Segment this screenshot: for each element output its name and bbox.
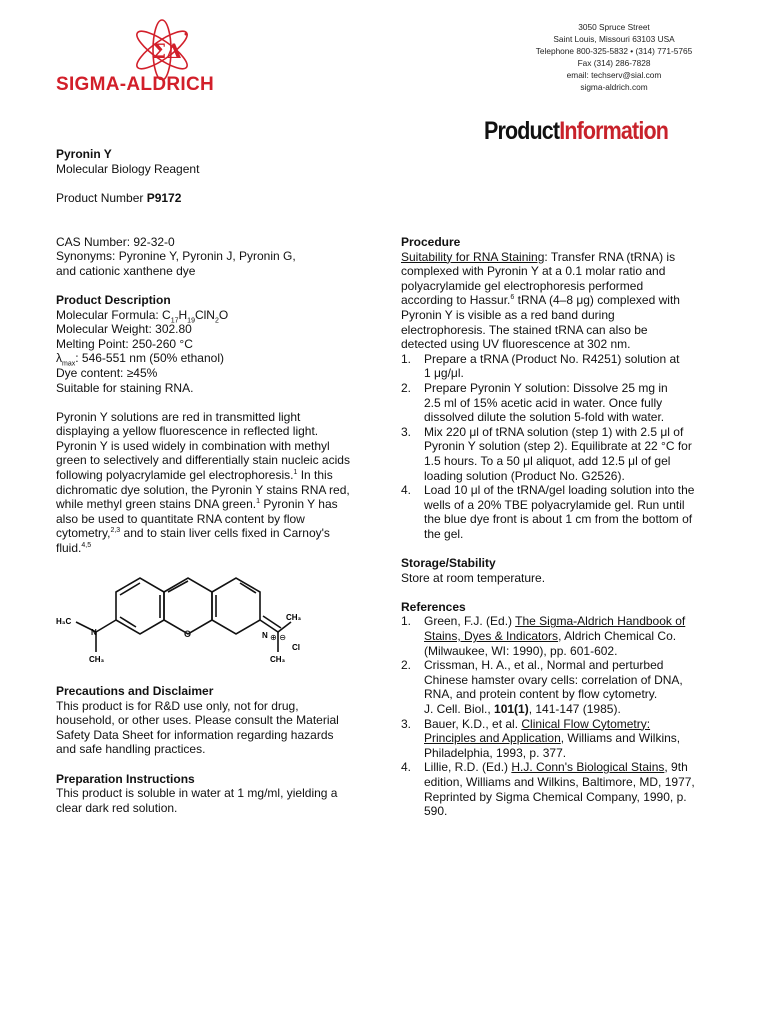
lambda-max: $\lambda_{max}$: 546-551 nm (50% ethanol)	[56, 351, 224, 368]
molecular-weight: Molecular Weight: 302.80	[56, 322, 192, 337]
left-column-bottom	[56, 684, 356, 815]
reference-item: 1. Green, F.J. (Ed.) The Sigma-Aldrich Handbook of Stains, Dyes & Indicators, Aldrich Chemical Co. (Milwaukee, WI: 1990), pp. 601-602.	[401, 614, 686, 658]
email: email: techserv@sial.com	[566, 70, 662, 80]
address-line: Saint Louis, Missouri 63103 USA	[553, 34, 675, 44]
preparation-line: clear dark red solution.	[56, 800, 178, 815]
right-column	[401, 235, 711, 819]
synonyms: Synonyms: Pyronine Y, Pyronin J, Pyronin G,	[56, 249, 296, 264]
storage-heading: Storage/Stability	[401, 556, 496, 571]
precautions-line: household, or other uses. Please consult the Material	[56, 713, 339, 728]
charge-label: ⊕ ⊖	[270, 633, 286, 642]
procedure-step: 1. Prepare a tRNA (Product No. R4251) solution at 1 μg/μl.	[401, 351, 680, 381]
address-block	[524, 21, 704, 93]
procedure-step: 2. Prepare Pyronin Y solution: Dissolve 25 mg in 2.5 ml of 15% acetic acid in water. Once fully dissolved dilute the solution 5-fold with water.	[401, 380, 668, 425]
brand-name: SIGMA-ALDRICH	[56, 74, 214, 95]
melting-point: Melting Point: 250-260 °C	[56, 336, 193, 351]
reference-item: 2. Crissman, H. A., et al., Normal and perturbed Chinese hamster ovary cells: correlation of DNA, RNA, and protein content by flow cytometry. J. Cell. Biol., 101(1), 141-147 (1985).	[401, 658, 683, 716]
product-name: Pyronin Y	[56, 147, 112, 161]
procedure-intro: Suitability for RNA Staining: Transfer RNA (tRNA) is complexed with Pyronin Y at a 0.1 molar ratio and polyacrylamide gel electrophoresis performed according to Hassur.$^6$ tRNA (4–8 μg) complexed with Pyronin Y is visible as a red band during electrophoresis. The stained tRNA can also be detected using UV fluorescence at 302 nm.	[401, 249, 680, 352]
precautions-line: This product is for R&D use only, not for drug,	[56, 698, 299, 713]
atom-logo-icon	[56, 18, 271, 80]
n-left-label: N	[91, 628, 97, 637]
svg-text:ΣΔ: ΣΔ	[152, 39, 182, 63]
left-column	[56, 147, 356, 556]
description-paragraph: Pyronin Y solutions are red in transmitted light displaying a yellow fluorescence in reflected light. Pyronin Y is used widely in combination with methyl green to selectively and differentially stain nucleic acids following polyacrylamide gel electrophoresis.$^1$ In this dichromatic dye solution, the Pyronin Y stains RNA red, while methyl green stains DNA green.$^1$ Pyronin Y has also be used to quantitate RNA content by flow cytometry,$^{2,3}$ and to stain liver cells fixed in Carnoy's fluid.$^{4,5}$	[56, 409, 350, 556]
suitable: Suitable for staining RNA.	[56, 380, 194, 395]
ch3-bottom-right-label: CH₃	[270, 655, 286, 664]
n-right-label: N	[262, 631, 268, 640]
cas-number: CAS Number: 92-32-0	[56, 234, 175, 249]
procedure-step: 3. Mix 220 μl of tRNA solution (step 1) with 2.5 μl of Pyronin Y solution (step 2). Equilibrate at 22 °C for 1.5 hours. To a 50 μl aliquot, add 12.5 μl of gel loading solution (Product No. G2526).	[401, 424, 692, 483]
precautions-line: Safety Data Sheet for information regarding hazards	[56, 727, 334, 742]
pyronin-y-structure	[56, 562, 316, 672]
h3c-label: H₃C	[56, 617, 72, 626]
dye-content: Dye content: ≥45%	[56, 365, 158, 380]
molecular-formula: Molecular Formula: $C_{17}H_{19}ClN_2O$	[56, 307, 229, 324]
preparation-heading: Preparation Instructions	[56, 771, 195, 786]
procedure-heading: Procedure	[401, 235, 461, 249]
ch3-bottom-left-label: CH₃	[89, 655, 105, 664]
ch3-top-right-label: CH₃	[286, 613, 302, 622]
synonyms-cont: and cationic xanthene dye	[56, 263, 196, 278]
oxygen-label: O	[184, 629, 192, 639]
address-line: 3050 Spruce Street	[578, 22, 650, 32]
fax: Fax (314) 286-7828	[577, 58, 651, 68]
description-heading: Product Description	[56, 292, 171, 307]
storage-text: Store at room temperature.	[401, 570, 546, 585]
reference-item: 3. Bauer, K.D., et al. Clinical Flow Cytometry: Principles and Application, Williams and Wilkins, Philadelphia, 1993, p. 377.	[401, 716, 681, 760]
references-list	[401, 614, 711, 818]
product-number-line: Product Number P9172	[56, 190, 182, 205]
website: sigma-aldrich.com	[580, 82, 648, 92]
product-number: P9172	[146, 190, 182, 205]
references-heading: References	[401, 599, 466, 614]
precautions-heading: Precautions and Disclaimer	[56, 684, 214, 698]
preparation-line: This product is soluble in water at 1 mg/ml, yielding a	[56, 786, 338, 801]
product-information-title: ProductInformation	[484, 117, 668, 145]
product-subtitle: Molecular Biology Reagent	[56, 161, 200, 176]
procedure-steps	[401, 352, 711, 542]
procedure-step: 4. Load 10 μl of the tRNA/gel loading solution into the wells of a 20% TBE polyacrylamide gel. Run until the blue dye front is about 1 cm from the bottom of the gel.	[401, 483, 695, 541]
chloride-label: Cl	[292, 643, 300, 652]
sigma-aldrich-logo	[56, 18, 271, 98]
telephone: Telephone 800-325-5832 • (314) 771-5765	[535, 46, 693, 56]
reference-item: 4. Lillie, R.D. (Ed.) H.J. Conn's Biological Stains, 9th edition, Williams and Wilkins, Baltimore, MD, 1977, Reprinted by Sigma Chemical Company, 1990, p. 590.	[401, 760, 695, 819]
precautions-line: and safe handling practices.	[56, 742, 206, 757]
